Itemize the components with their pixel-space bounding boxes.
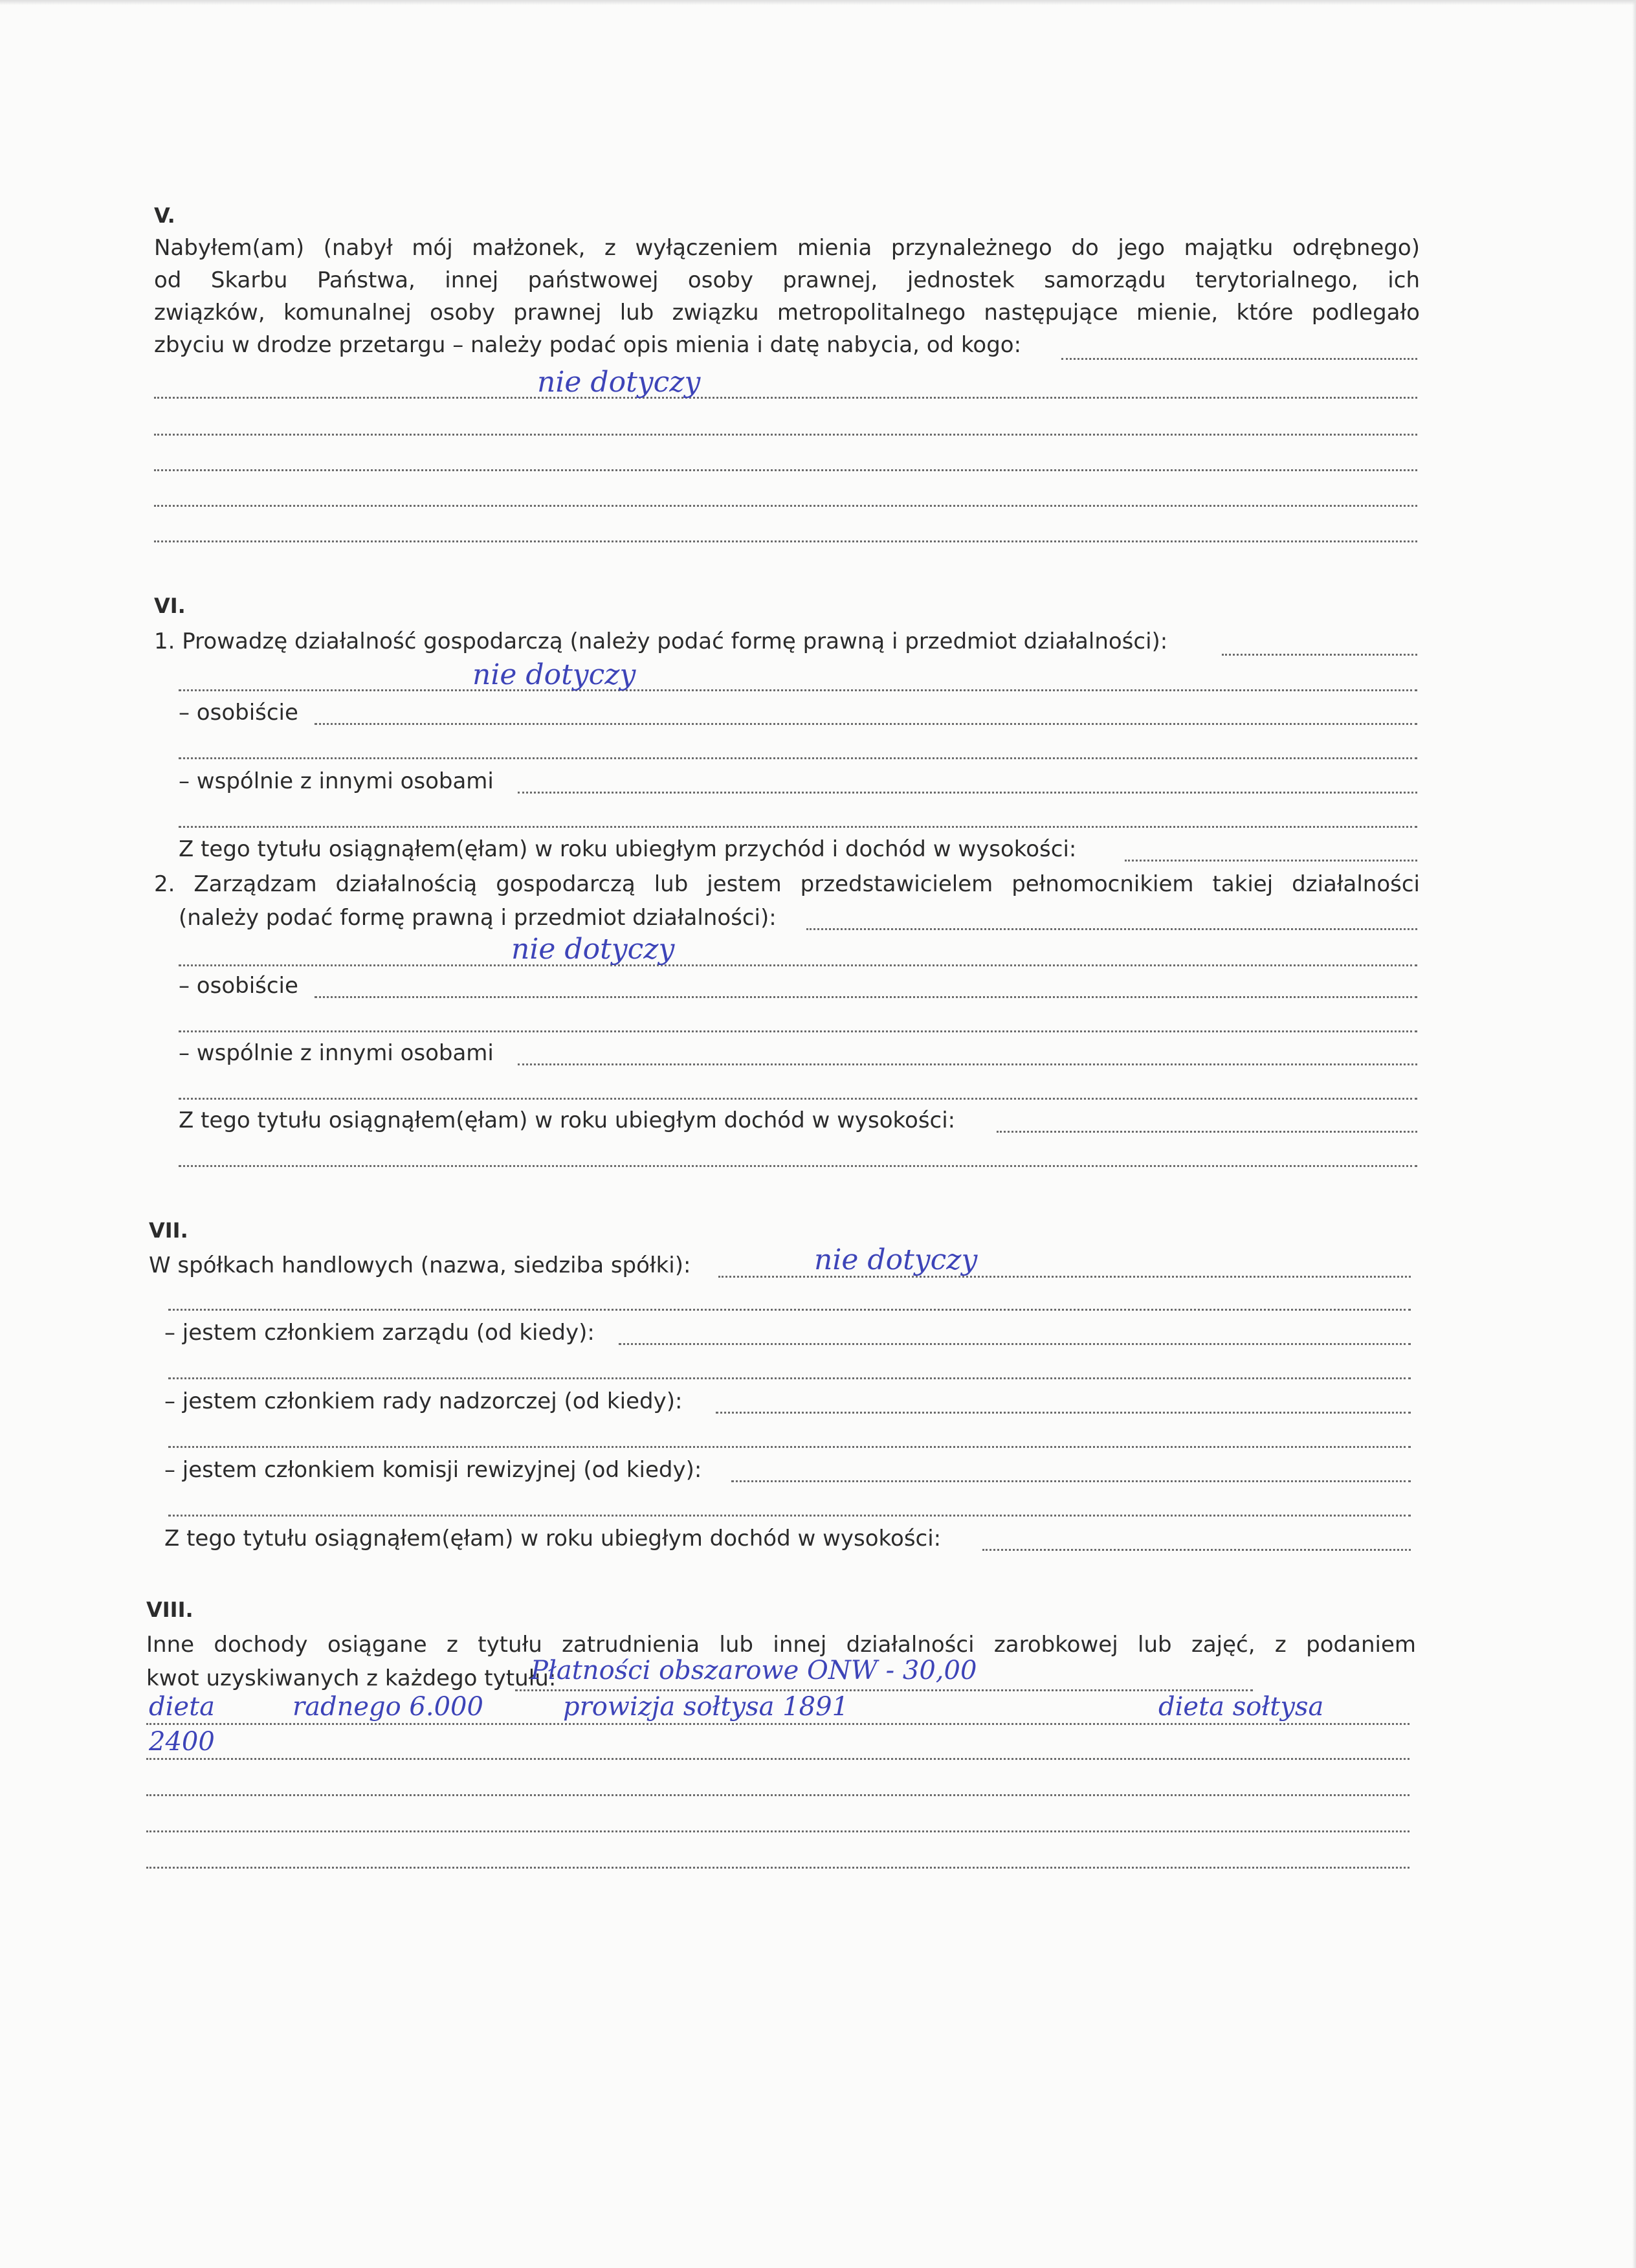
blank-line [146,1867,1409,1869]
blank-line [179,826,1417,828]
handwritten-answer: nie dotyczy [814,1243,978,1276]
answer-line [146,1723,1409,1725]
handwritten-answer: nie dotyczy [472,658,636,691]
handwritten-answer-line-3: 2400 [149,1727,215,1757]
dotted-fill-line [1125,860,1417,862]
dotted-fill-line [315,723,1417,725]
blank-line [146,1794,1409,1796]
dotted-fill-line [1061,358,1417,360]
section-v-text-line-3: związków, komunalnej osoby prawnej lub związku metropolitalnego następujące mienie, które podlegało [154,300,1420,326]
section-viii-text-line-1: Inne dochody osiągane z tytułu zatrudnienia lub innej działalności zarobkowej lub zajęć, z podaniem [146,1632,1416,1658]
section-vi-item-1-income-label: Z tego tytułu osiągnąłem(ęłam) w roku ubiegłym przychód i dochód w wysokości: [179,836,1077,862]
section-vii-income-label: Z tego tytułu osiągnąłem(ęłam) w roku ubiegłym dochód w wysokości: [164,1526,942,1551]
blank-line [168,1446,1411,1448]
dotted-fill-line [315,996,1417,998]
answer-line [146,1758,1409,1760]
blank-line [179,1030,1417,1032]
dotted-fill-line [997,1131,1417,1133]
section-v-heading: V. [154,203,175,228]
blank-line [168,1515,1411,1517]
dotted-fill-line [731,1480,1411,1482]
section-vi-item-2-joint-label: – wspólnie z innymi osobami [179,1040,494,1066]
blank-line [146,1830,1409,1832]
section-v-text-line-2: od Skarbu Państwa, innej państwowej osoby prawnej, jednostek samorządu terytorialnego, ich [154,267,1420,293]
section-vi-item-2-label-line-1: 2. Zarządzam działalnością gospodarczą lub jestem przedstawicielem pełnomocnikiem takiej działalności [154,871,1420,897]
blank-line [179,1165,1417,1167]
dotted-fill-line [518,792,1417,794]
section-vi-item-2-personal-label: – osobiście [179,973,298,999]
answer-line [154,397,1417,399]
section-vii-heading: VII. [149,1218,188,1243]
handwritten-answer-line-1: Płatności obszarowe ONW - 30,00 [531,1656,977,1685]
dotted-fill-line [518,1063,1417,1065]
scan-shadow-right [1632,0,1636,2268]
blank-line [154,540,1417,542]
dotted-fill-line [806,928,1417,930]
section-vi-item-1-joint-label: – wspólnie z innymi osobami [179,768,494,794]
section-vii-label: W spółkach handlowych (nazwa, siedziba spółki): [149,1252,691,1278]
handwritten-answer-line-2d: dieta sołtysa [1158,1692,1324,1722]
section-vi-item-2-income-label: Z tego tytułu osiągnąłem(ęłam) w roku ubiegłym dochód w wysokości: [179,1107,956,1133]
blank-line [154,434,1417,436]
handwritten-answer-line-2a: dieta [149,1692,215,1722]
dotted-fill-line [982,1549,1411,1551]
blank-line [179,757,1417,759]
section-vi-item-2-label-line-2: (należy podać formę prawną i przedmiot działalności): [179,905,777,931]
dotted-fill-line [716,1412,1411,1414]
section-vii-audit-label: – jestem członkiem komisji rewizyjnej (od kiedy): [164,1457,702,1483]
blank-line [168,1309,1411,1311]
blank-line [154,505,1417,507]
section-vii-board-label: – jestem członkiem zarządu (od kiedy): [164,1320,595,1346]
dotted-fill-line [619,1343,1411,1345]
section-viii-heading: VIII. [146,1597,193,1622]
section-vi-item-1-personal-label: – osobiście [179,700,298,726]
section-v-text-line-4: zbyciu w drodze przetargu – należy podać opis mienia i datę nabycia, od kogo: [154,332,1022,358]
handwritten-answer: nie dotyczy [511,933,675,966]
blank-line [154,469,1417,471]
section-v-text-line-1: Nabyłem(am) (nabył mój małżonek, z wyłączeniem mienia przynależnego do jego majątku odrębnego) [154,235,1420,261]
section-vi-item-1-label: 1. Prowadzę działalność gospodarczą (należy podać formę prawną i przedmiot działalności): [154,628,1168,654]
section-viii-text-line-2: kwot uzyskiwanych z każdego tytułu: [146,1665,557,1691]
answer-line [179,964,1417,966]
section-vi-heading: VI. [154,594,186,618]
handwritten-answer-line-2b: radnego 6.000 [293,1692,483,1722]
handwritten-answer: nie dotyczy [537,366,701,399]
dotted-fill-line [1222,654,1417,656]
section-vii-supervisory-label: – jestem członkiem rady nadzorczej (od kiedy): [164,1388,683,1414]
scan-shadow-top [0,0,1636,5]
blank-line [168,1377,1411,1379]
answer-line [179,689,1417,691]
blank-line [179,1098,1417,1100]
handwritten-answer-line-2c: prowizja sołtysa 1891 [563,1692,849,1722]
